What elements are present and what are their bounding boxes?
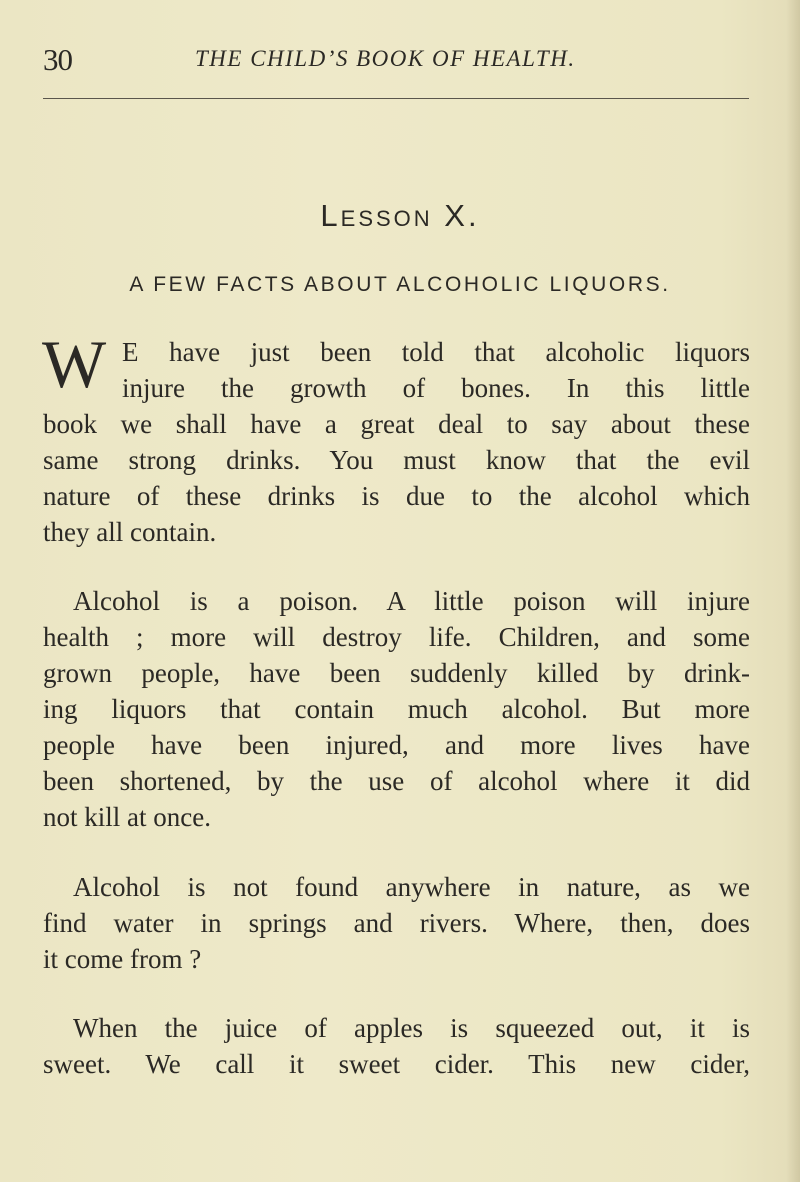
text-line: injure the growth of bones. In this little xyxy=(122,373,750,403)
text-line: been shortened, by the use of alcohol where it did xyxy=(43,766,750,796)
text-line: find water in springs and rivers. Where, then, does xyxy=(43,908,750,938)
text-line: people have been injured, and more lives have xyxy=(43,730,750,760)
text-line: Alcohol is a poison. A little poison will injure xyxy=(73,586,750,616)
lesson-title: Lesson X. xyxy=(320,198,480,233)
page-edge-shadow xyxy=(786,0,800,1182)
text-line: same strong drinks. You must know that the evil xyxy=(43,445,750,475)
text-line: book we shall have a great deal to say about these xyxy=(43,409,750,439)
header-rule xyxy=(43,98,749,99)
page-number: 30 xyxy=(43,42,72,77)
text-line: they all contain. xyxy=(43,517,217,547)
text-line: health ; more will destroy life. Children, and some xyxy=(43,622,750,652)
text-line: it come from ? xyxy=(43,944,202,974)
text-line: nature of these drinks is due to the alcohol which xyxy=(43,481,750,511)
running-head: THE CHILD’S BOOK OF HEALTH. xyxy=(195,46,576,71)
text-line: sweet. We call it sweet cider. This new cider, xyxy=(43,1049,750,1079)
lesson-subtitle: A FEW FACTS ABOUT ALCOHOLIC LIQUORS. xyxy=(129,273,671,296)
text-line: grown people, have been suddenly killed by drink- xyxy=(43,658,750,688)
drop-cap: W xyxy=(42,326,107,402)
text-line: E have just been told that alcoholic liquors xyxy=(122,337,750,367)
text-line: not kill at once. xyxy=(43,802,211,832)
text-line: ing liquors that contain much alcohol. But more xyxy=(43,694,750,724)
text-line: Alcohol is not found anywhere in nature, as we xyxy=(73,872,750,902)
text-line: When the juice of apples is squeezed out, it is xyxy=(73,1013,750,1043)
